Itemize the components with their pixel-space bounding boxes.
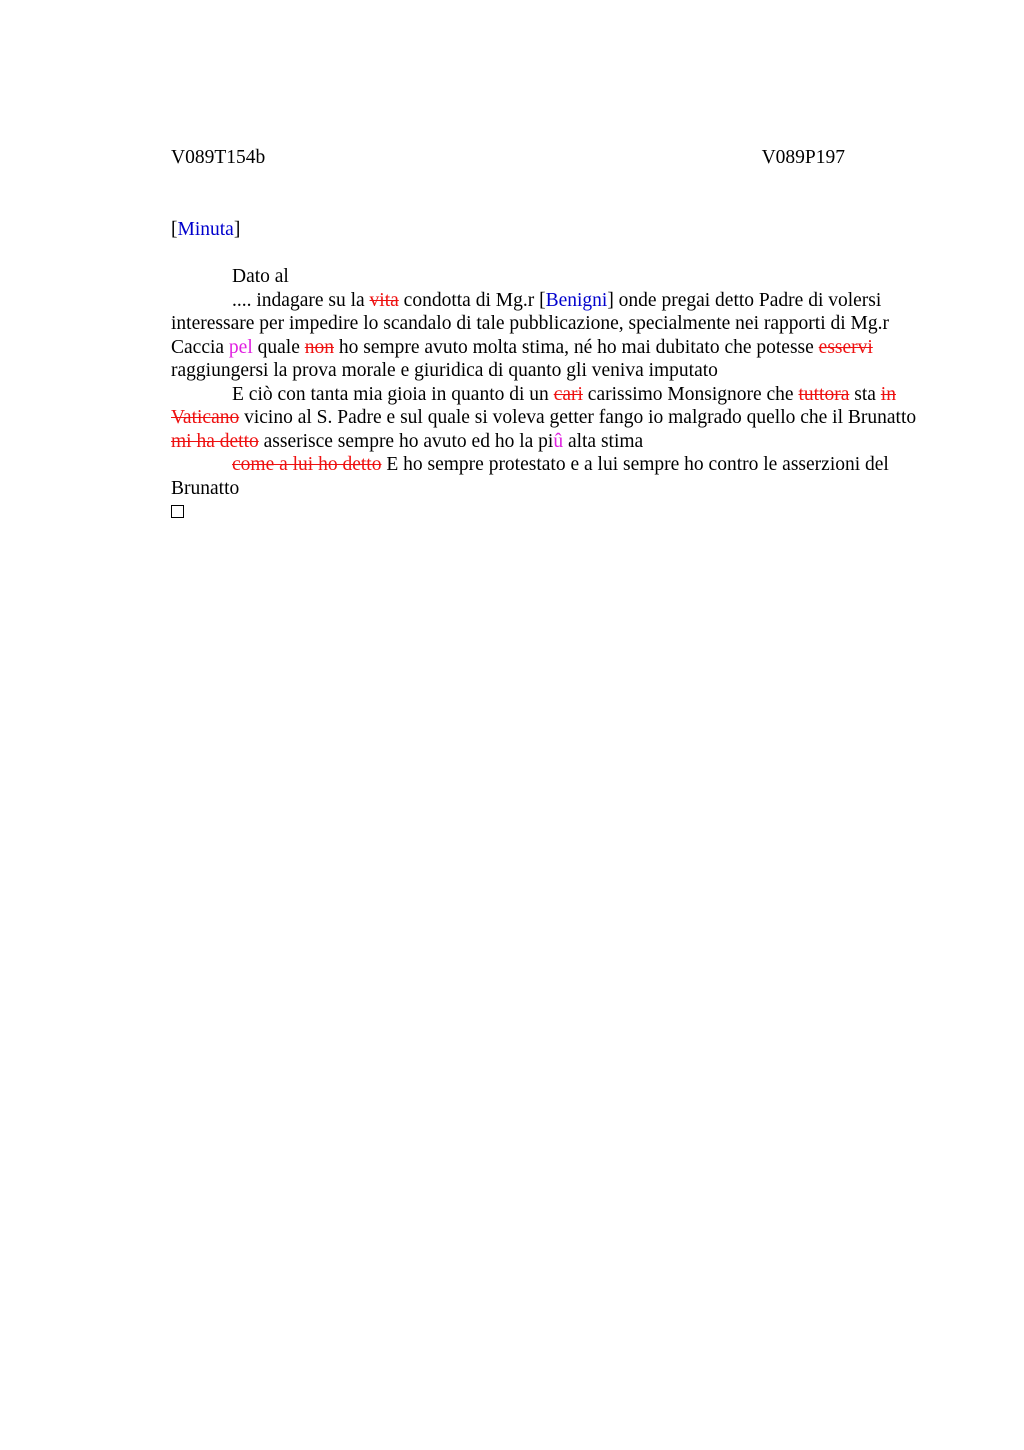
deleted-text: come a lui ho detto: [232, 454, 382, 475]
text-segment: condotta di Mg.r [: [398, 289, 546, 311]
text-segment: raggiungersi la prova morale e giuridica di quanto gli veniva imputato: [171, 360, 718, 381]
section-open-bracket: [: [171, 219, 178, 240]
section-label: Minuta: [177, 219, 234, 240]
paragraph-opening: [171, 265, 921, 289]
deleted-text: cari: [553, 383, 583, 405]
deleted-text: mi ha detto: [171, 430, 259, 452]
text-segment: sta: [849, 383, 881, 405]
square-box-icon: [171, 505, 184, 518]
letter-body: [171, 265, 921, 524]
deleted-text: tuttora: [798, 383, 850, 405]
text-segment: Dato al: [232, 266, 289, 287]
paragraph-3: [171, 453, 921, 500]
text-segment: .... indagare su la: [232, 289, 370, 311]
paragraph-2: [171, 383, 921, 454]
text-segment: ] onde pregai detto Padre di volersi interessare per impedire lo scandalo di tale pubblicazione, specialmente nei rapporti di Mg.r Caccia: [171, 289, 889, 358]
text-segment: ho sempre avuto molta stima, né ho mai dubitato che potesse: [333, 336, 819, 358]
inserted-text: û: [553, 430, 564, 452]
document-header: [171, 146, 845, 170]
editorial-name: Benigni: [545, 289, 608, 311]
end-marker: [171, 500, 921, 524]
deleted-text: esservi: [818, 336, 873, 358]
deleted-text: vita: [369, 289, 399, 311]
text-segment: alta stima: [563, 430, 644, 452]
deleted-text: non: [304, 336, 334, 358]
text-segment: vicino al S. Padre e sul quale si voleva getter fango io malgrado quello che il Brunatto: [239, 407, 917, 428]
text-segment: carissimo Monsignore che: [582, 383, 799, 405]
inserted-text: pel: [228, 336, 253, 358]
left-reference-code: V089T154b: [171, 147, 266, 168]
deleted-text: in Vaticano: [171, 383, 896, 428]
text-segment: quale: [252, 336, 305, 358]
section-close-bracket: ]: [233, 219, 241, 240]
text-segment: E ciò con tanta mia gioia in quanto di un: [232, 383, 554, 405]
paragraph-1: [171, 289, 921, 383]
right-reference-code: V089P197: [761, 147, 845, 168]
text-segment: E ho sempre protestato e a lui sempre ho contro le asserzioni del Brunatto: [171, 454, 889, 499]
section-title: [171, 218, 240, 242]
text-segment: asserisce sempre ho avuto ed ho la pi: [258, 430, 554, 452]
